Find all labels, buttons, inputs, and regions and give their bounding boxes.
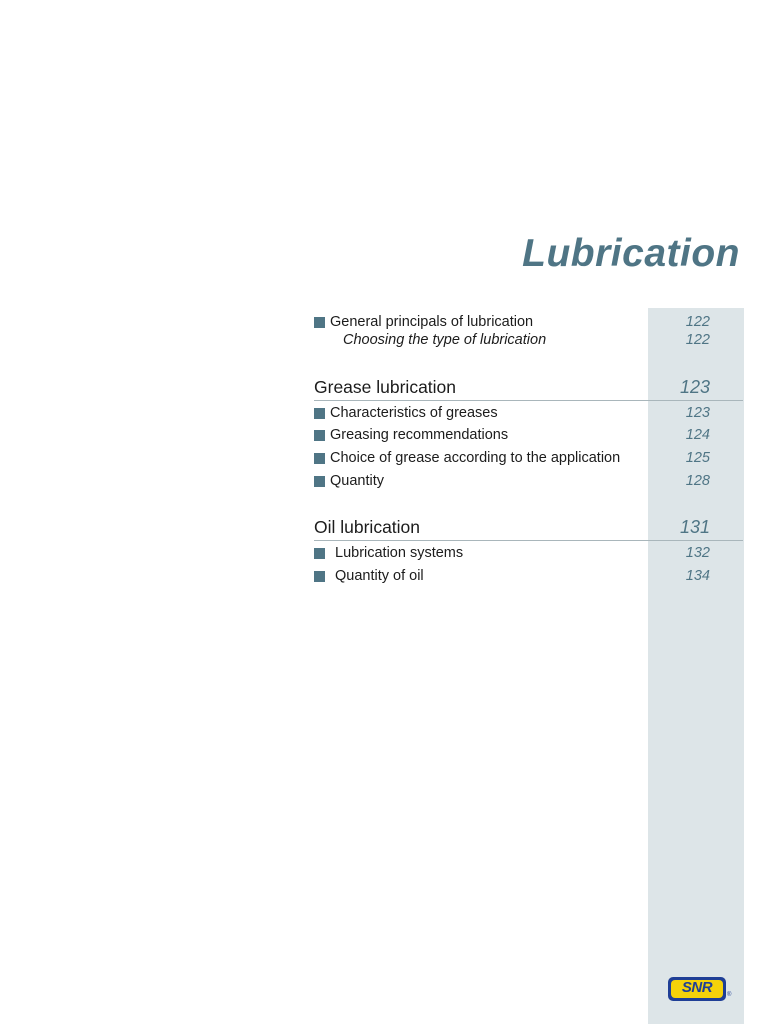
square-bullet-icon (314, 430, 325, 441)
square-bullet-icon (314, 453, 325, 464)
toc-subentry-page: 122 (685, 332, 710, 348)
toc-entry[interactable] (314, 471, 710, 491)
toc-entry-page: 125 (685, 450, 710, 466)
toc-entry[interactable] (314, 543, 710, 563)
square-bullet-icon (314, 476, 325, 487)
logo-text: SNR (681, 979, 713, 996)
section-heading-label: Grease lubrication (314, 377, 457, 397)
toc-entry[interactable] (314, 403, 710, 423)
toc-entry-page: 124 (685, 427, 710, 443)
toc-entry-label: Characteristics of greases (330, 405, 498, 421)
toc-entry-label: Quantity of oil (335, 568, 424, 584)
toc-entry[interactable] (314, 448, 710, 468)
snr-logo (668, 977, 726, 1001)
toc-entry-label: Lubrication systems (335, 545, 464, 561)
section-heading-page: 131 (679, 517, 710, 537)
toc-entry-page: 128 (685, 473, 710, 489)
toc-entry[interactable] (314, 425, 710, 445)
page-title: Lubrication (522, 232, 740, 275)
toc-entry[interactable] (314, 312, 710, 332)
toc-entry-label: Quantity (330, 473, 384, 489)
toc-subentry[interactable] (314, 330, 710, 350)
section-heading-page: 123 (679, 377, 710, 397)
toc-subentry-label: Choosing the type of lubrication (343, 332, 547, 348)
toc-entry-label: Choice of grease according to the application (330, 450, 621, 466)
toc-entry-page: 123 (685, 405, 710, 421)
toc-entry[interactable] (314, 566, 710, 586)
registered-mark: ® (727, 992, 732, 998)
square-bullet-icon (314, 548, 325, 559)
toc-entry-label: Greasing recommendations (330, 427, 509, 443)
section-heading-grease[interactable] (314, 373, 743, 401)
toc-entry-page: 132 (685, 545, 710, 561)
toc-entry-label: General principals of lubrication (330, 314, 534, 330)
section-heading-oil[interactable] (314, 513, 743, 541)
toc-entry-page: 122 (685, 314, 710, 330)
section-heading-label: Oil lubrication (314, 517, 421, 537)
square-bullet-icon (314, 571, 325, 582)
square-bullet-icon (314, 317, 325, 328)
toc-entry-page: 134 (685, 568, 710, 584)
square-bullet-icon (314, 408, 325, 419)
